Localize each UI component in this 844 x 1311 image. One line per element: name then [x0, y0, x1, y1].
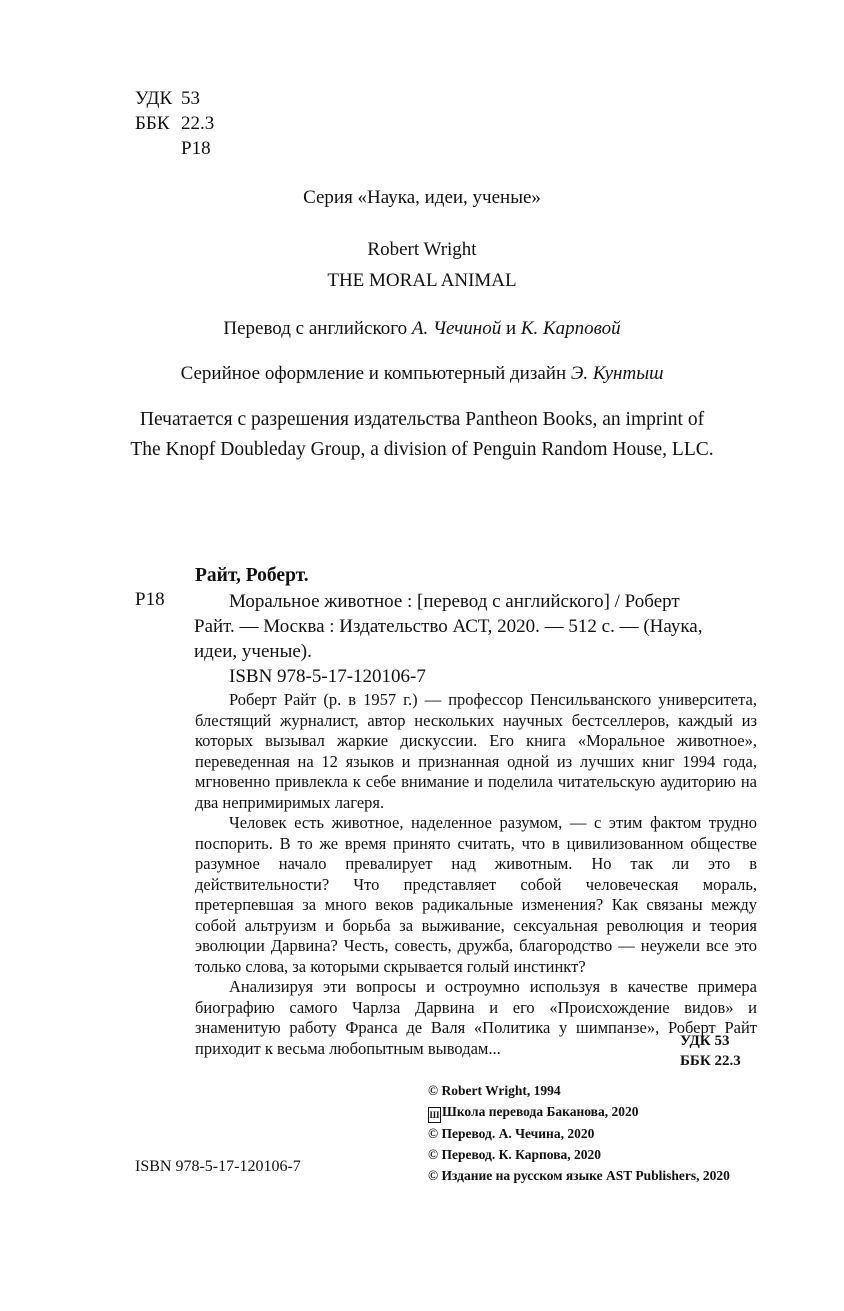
original-author: Robert Wright	[367, 239, 477, 260]
annotation-paragraph-3: Анализируя эти вопросы и остроумно используя в качестве примера биографию самого Чарлза Дарвина и его «Происхождение видов» и знаменитую работу Франса де Валя «Политика у шимпанзе», Роберт Райт приходит к весьма любопытным выводам...	[195, 977, 757, 1058]
catalog-mark: Р18	[135, 589, 165, 610]
annotation	[195, 690, 757, 1059]
translator-1: А. Чечиной	[411, 318, 502, 339]
copyright-block	[428, 1080, 730, 1186]
copyright-publisher: © Издание на русском языке AST Publishers, 2020	[428, 1168, 730, 1183]
permission-line-1: Печатается с разрешения издательства Pantheon Books, an imprint of	[139, 409, 705, 430]
permission-line-2: The Knopf Doubleday Group, a division of Penguin Random House, LLC.	[130, 439, 714, 460]
designer-name: Э. Кунтыш	[570, 363, 664, 384]
classification-block	[135, 86, 214, 161]
original-title: THE MORAL ANIMAL	[327, 270, 517, 291]
translator-2: К. Карповой	[520, 318, 621, 339]
copyright-author: © Robert Wright, 1994	[428, 1083, 561, 1098]
catalog-heading: Райт, Роберт.	[195, 565, 309, 586]
copyright-translator-2: © Перевод. К. Карпова, 2020	[428, 1147, 601, 1162]
permission-notice	[0, 405, 844, 465]
biblio-line-2: Райт. — Москва : Издательство АСТ, 2020. — 512 с. — (Наука,	[194, 616, 703, 637]
design-prefix: Серийное оформление и компьютерный дизайн	[180, 363, 567, 384]
udk-value: 53	[181, 88, 200, 109]
copyright-school	[428, 1101, 730, 1123]
translation-credit	[0, 318, 844, 340]
bbk-row	[135, 111, 214, 136]
bbk-label: ББК	[135, 113, 170, 134]
annotation-paragraph-2: Человек есть животное, наделенное разумом, — с этим фактом трудно поспорить. В то же время принято считать, что в цивилизованном обществе разумное начало превалирует над животным. Но так ли это в действительности? Что представляет собой человеческая мораль, претерпевшая за много веков радикальные изменения? Как связаны между собой альтруизм и борьба за выживание, сексуальная революция и теория эволюции Дарвина? Честь, совесть, дружба, благородство — неужели все это только слова, за которыми скрывается голый инстинкт?	[195, 813, 757, 976]
footer-isbn: ISBN 978-5-17-120106-7	[135, 1158, 301, 1175]
footer-udk: УДК 53	[680, 1033, 730, 1049]
author-mark: Р18	[181, 138, 211, 159]
footer-classification	[680, 1031, 741, 1071]
footer-bbk: ББК 22.3	[680, 1053, 741, 1069]
school-logo-icon: Ш	[428, 1107, 441, 1123]
biblio-line-1: Моральное животное : [перевод с английского] / Роберт	[229, 591, 680, 612]
udk-row	[135, 86, 214, 111]
biblio-line-3: идеи, ученые).	[194, 641, 312, 662]
copyright-school-text: Школа перевода Баканова, 2020	[442, 1104, 639, 1119]
annotation-paragraph-1: Роберт Райт (р. в 1957 г.) — профессор Пенсильванского университета, блестящий журналист, автор нескольких научных бестселлеров, каждый из которых вызывал жаркие дискуссии. Его книга «Моральное животное», переведенная на 12 языков и признанная одной из лучших книг 1994 года, мгновенно привлекла к себе внимание и поделила читательскую аудиторию на два непримиримых лагеря.	[195, 690, 757, 812]
translation-prefix: Перевод с английского	[223, 318, 408, 339]
design-credit	[0, 363, 844, 385]
translation-conj: и	[505, 318, 517, 339]
udk-label: УДК	[135, 88, 173, 109]
bibliographic-record	[194, 589, 757, 664]
catalog-isbn: ISBN 978-5-17-120106-7	[229, 666, 426, 687]
bbk-value: 22.3	[181, 113, 215, 134]
series-title: Серия «Наука, идеи, ученые»	[303, 187, 541, 208]
copyright-translator-1: © Перевод. А. Чечина, 2020	[428, 1126, 595, 1141]
